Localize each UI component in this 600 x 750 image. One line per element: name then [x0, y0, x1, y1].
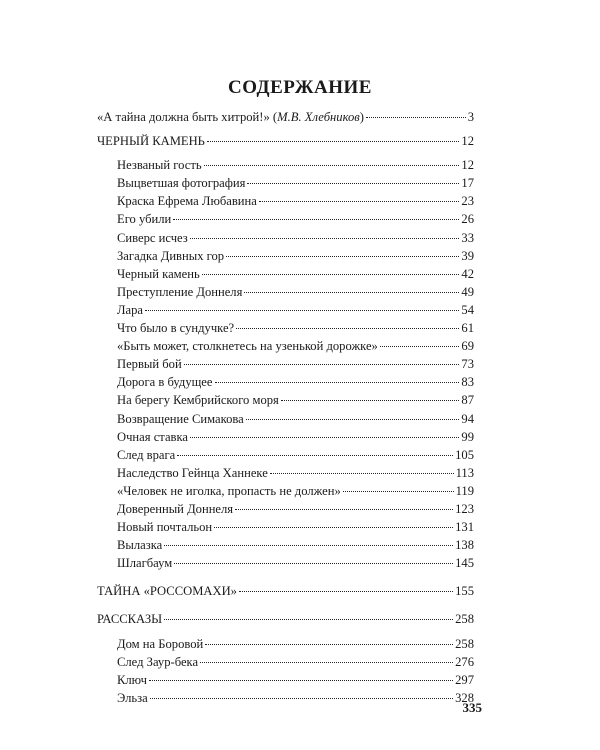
- dot-leader: [226, 256, 459, 257]
- toc-entry-title: Сиверс исчез: [117, 230, 188, 245]
- dot-leader: [270, 473, 454, 474]
- toc-section: [97, 610, 474, 628]
- toc-entry-title: Возвращение Симакова: [117, 411, 244, 426]
- preface-author: М.В. Хлебников: [277, 110, 360, 124]
- toc-entry-title: Незваный гость: [117, 158, 202, 173]
- toc-entry-title: Наследство Гейнца Ханнеке: [117, 465, 268, 480]
- dot-leader: [239, 591, 453, 592]
- toc-entry-title: «Человек не иголка, пропасть не должен»: [117, 483, 341, 498]
- toc-section-page: 155: [455, 584, 474, 599]
- toc-chapter: [97, 247, 474, 265]
- toc-entry-title: «Быть может, столкнетесь на узенькой дорожке»: [117, 339, 378, 354]
- toc-chapter: [97, 192, 474, 210]
- toc-entry-title: Новый почтальон: [117, 520, 213, 535]
- toc-chapter: [97, 355, 474, 373]
- toc-entry-page: 113: [455, 465, 474, 480]
- toc-entry-page: 258: [455, 636, 474, 651]
- toc-entry-page: 328: [455, 690, 474, 705]
- dot-leader: [200, 662, 453, 663]
- dot-leader: [247, 183, 459, 184]
- dot-leader: [204, 165, 460, 166]
- toc-entry-page: 39: [461, 248, 474, 263]
- toc-entry-page: 61: [461, 321, 474, 336]
- dot-leader: [145, 310, 459, 311]
- toc-preface: [97, 108, 474, 126]
- toc-entry-title: Лара: [117, 302, 144, 317]
- toc-entry-page: 49: [461, 284, 474, 299]
- toc-chapter: [97, 373, 474, 391]
- toc-entry-page: 42: [461, 266, 474, 281]
- toc-entry-page: 131: [455, 520, 474, 535]
- toc-chapter: [97, 428, 474, 446]
- page-title: СОДЕРЖАНИЕ: [228, 77, 372, 98]
- toc-chapter: [97, 635, 474, 653]
- table-of-contents: [97, 108, 474, 707]
- dot-leader: [190, 437, 459, 438]
- toc-section-title: ЧЕРНЫЙ КАМЕНЬ: [97, 134, 205, 149]
- toc-entry-title: Шлагбаум: [117, 556, 173, 571]
- toc-section-page: 258: [455, 612, 474, 627]
- toc-entry-page: 17: [461, 176, 474, 191]
- toc-entry-title: Черный камень: [117, 266, 200, 281]
- dot-leader: [281, 400, 460, 401]
- toc-chapter: [97, 410, 474, 428]
- toc-chapter: [97, 337, 474, 355]
- toc-chapter: [97, 265, 474, 283]
- toc-section-title: РАССКАЗЫ: [97, 612, 163, 627]
- dot-leader: [214, 527, 453, 528]
- dot-leader: [246, 419, 460, 420]
- dot-leader: [149, 680, 453, 681]
- toc-entry-title: Вылазка: [117, 538, 163, 553]
- dot-leader: [202, 274, 460, 275]
- toc-chapter: [97, 653, 474, 671]
- toc-entry-title: Краска Ефрема Любавина: [117, 194, 257, 209]
- dot-leader: [259, 201, 460, 202]
- toc-chapter: [97, 174, 474, 192]
- toc-entry-page: 145: [455, 556, 474, 571]
- toc-entry-title: Ключ: [117, 672, 147, 687]
- dot-leader: [177, 455, 453, 456]
- toc-entry-page: 276: [455, 654, 474, 669]
- dot-leader: [173, 219, 459, 220]
- toc-chapter: [97, 446, 474, 464]
- dot-leader: [236, 328, 459, 329]
- toc-entry-title: Доверенный Доннеля: [117, 501, 234, 516]
- toc-entry-page: 99: [461, 429, 474, 444]
- toc-chapter: [97, 391, 474, 409]
- toc-section-title: ТАЙНА «РОССОМАХИ»: [97, 584, 237, 599]
- toc-chapter: [97, 464, 474, 482]
- toc-chapter: [97, 229, 474, 247]
- toc-chapter: [97, 554, 474, 572]
- toc-chapter: [97, 518, 474, 536]
- toc-entry-page: 33: [461, 230, 474, 245]
- dot-leader: [150, 698, 453, 699]
- toc-entry-title: Загадка Дивных гор: [117, 248, 225, 263]
- toc-entry-page: 105: [455, 447, 474, 462]
- dot-leader: [215, 382, 460, 383]
- toc-chapter: [97, 482, 474, 500]
- toc-entry-page: 23: [461, 194, 474, 209]
- dot-leader: [244, 292, 459, 293]
- toc-entry-title: След врага: [117, 447, 176, 462]
- dot-leader: [343, 491, 454, 492]
- toc-entry-title: Его убили: [117, 212, 172, 227]
- toc-entry-title: На берегу Кембрийского моря: [117, 393, 279, 408]
- toc-entry-title: Что было в сундучке?: [117, 321, 235, 336]
- toc-entry-page: 123: [455, 501, 474, 516]
- toc-entry-title: Дом на Боровой: [117, 636, 204, 651]
- toc-chapter: [97, 301, 474, 319]
- toc-chapter: [97, 156, 474, 174]
- toc-chapter: [97, 283, 474, 301]
- toc-entry-page: 69: [461, 339, 474, 354]
- toc-entry-title: След Заур-бека: [117, 654, 199, 669]
- toc-entry-page: 94: [461, 411, 474, 426]
- dot-leader: [205, 644, 453, 645]
- toc-entry-title: Эльза: [117, 690, 148, 705]
- toc-entry-page: 297: [455, 672, 474, 687]
- dot-leader: [184, 364, 460, 365]
- toc-chapter: [97, 536, 474, 554]
- toc-entry-page: 138: [455, 538, 474, 553]
- toc-section: [97, 582, 474, 600]
- dot-leader: [366, 117, 466, 118]
- dot-leader: [164, 619, 453, 620]
- toc-section-page: 12: [461, 134, 474, 149]
- toc-entry-title: «А тайна должна быть хитрой!» (М.В. Хлебников): [97, 110, 364, 124]
- toc-entry-page: 83: [461, 375, 474, 390]
- dot-leader: [380, 346, 460, 347]
- dot-leader: [190, 238, 460, 239]
- toc-entry-page: 54: [461, 302, 474, 317]
- toc-entry-page: 87: [461, 393, 474, 408]
- toc-entry-title: Дорога в будущее: [117, 375, 213, 390]
- dot-leader: [235, 509, 453, 510]
- toc-entry-page: 73: [461, 357, 474, 372]
- toc-entry-page: 12: [461, 158, 474, 173]
- toc-entry-page: 3: [467, 110, 474, 124]
- toc-entry-page: 119: [455, 483, 474, 498]
- toc-chapter: [97, 500, 474, 518]
- toc-entry-title: Очная ставка: [117, 429, 188, 444]
- toc-entry-title: Преступление Доннеля: [117, 284, 243, 299]
- dot-leader: [174, 563, 453, 564]
- page-number: 335: [462, 700, 482, 715]
- dot-leader: [207, 141, 459, 142]
- toc-entry-title: Первый бой: [117, 357, 182, 372]
- toc-entry-title: Выцветшая фотография: [117, 176, 246, 191]
- toc-chapter: [97, 210, 474, 228]
- toc-chapter: [97, 319, 474, 337]
- toc-section: [97, 132, 474, 150]
- toc-chapter: [97, 689, 474, 707]
- toc-entry-page: 26: [461, 212, 474, 227]
- toc-chapter: [97, 671, 474, 689]
- dot-leader: [164, 545, 453, 546]
